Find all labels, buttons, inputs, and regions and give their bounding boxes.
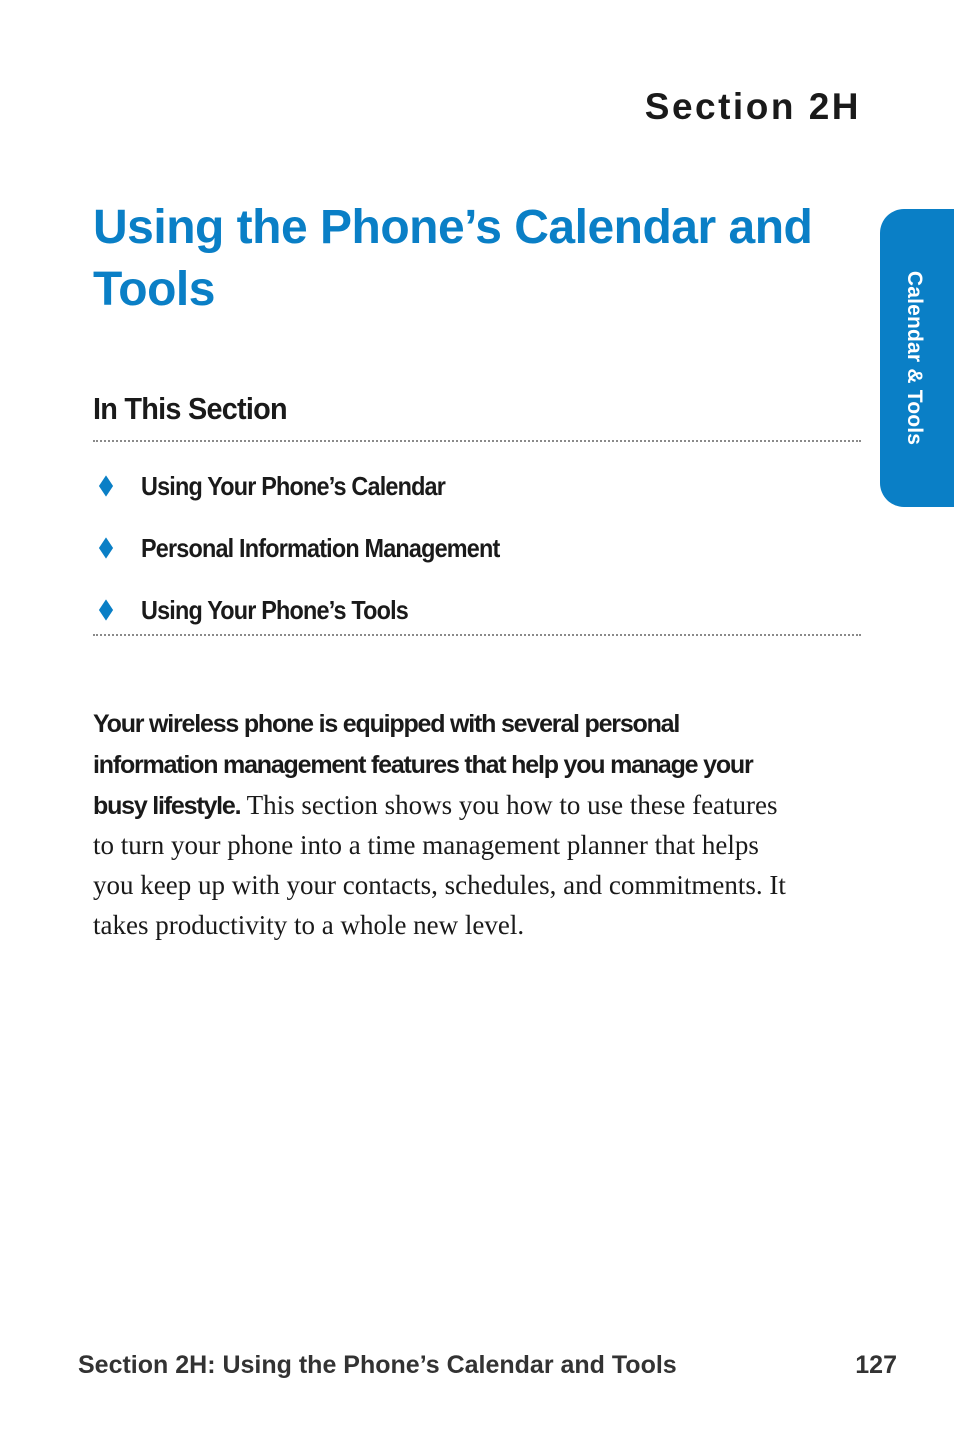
section-contents-list [93, 455, 539, 641]
divider-bottom [93, 634, 861, 636]
intro-lead-text: Your wireless phone is equipped with several personal information management features that help you manage your busy lifestyle. [93, 710, 753, 820]
intro-paragraph [93, 704, 793, 946]
list-item-label: Using Your Phone’s Tools [141, 594, 409, 625]
diamond-bullet-icon [99, 475, 113, 496]
intro-body-text: This section shows you how to use these features to turn your phone into a time management planner that helps you keep up with your contacts, schedules, and commitments. It takes productivity to a whole new level. [93, 789, 786, 940]
list-item [93, 455, 539, 517]
in-this-section-heading: In This Section [93, 391, 287, 426]
list-item-label: Using Your Phone’s Calendar [141, 470, 446, 501]
divider-top [93, 440, 861, 442]
side-tab-label: Calendar & Tools [903, 270, 926, 446]
footer-running-title: Section 2H: Using the Phone’s Calendar and Tools [78, 1351, 677, 1379]
diamond-bullet-icon [99, 599, 113, 620]
list-item [93, 517, 539, 579]
diamond-bullet-icon [99, 537, 113, 558]
side-tab [880, 209, 954, 507]
list-item [93, 579, 539, 641]
section-label: Section 2H [644, 86, 861, 127]
list-item-label: Personal Information Management [141, 532, 500, 563]
page-title: Using the Phone’s Calendar and Tools [93, 201, 813, 316]
page-number: 127 [855, 1351, 897, 1379]
